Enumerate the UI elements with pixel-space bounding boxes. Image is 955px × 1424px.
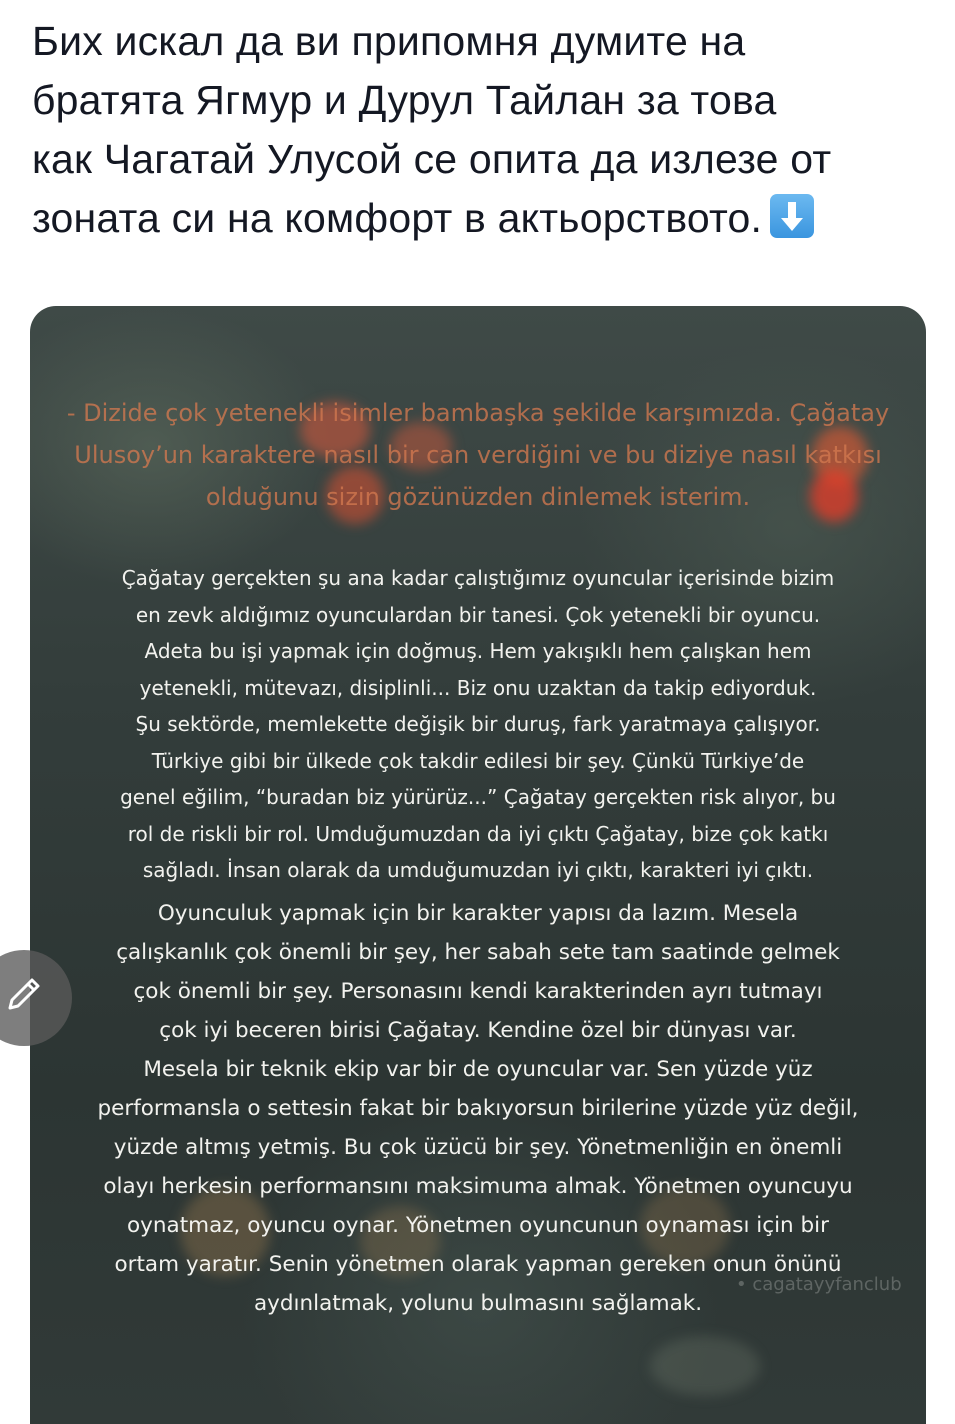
question-line: Ulusoy’un karaktere nasıl bir can verdiğini ve bu diziye nasıl katkısı [74,441,882,469]
answer-line: olayı herkesin performansını maksimuma almak. Yönetmen oyuncuyu [103,1174,853,1199]
answer-line: genel eğilim, “buradan biz yürürüz...” Çağatay gerçekten risk alıyor, bu [120,785,836,809]
tweet-line [32,189,932,248]
answer-line: aydınlatmak, yolunu bulmasını sağlamak. [253,1291,703,1316]
answer-line: performansla o settesin fakat bir bakıyorsun birilerine yüzde yüz değil, [97,1096,859,1121]
answer-line: Türkiye gibi bir ülkede çok takdir edilesi bir şey. Çünkü Türkiye’de [151,748,805,773]
answer-line: çalışkanlık çok önemli bir şey, her sabah sete tam saatinde gelmek [116,940,840,965]
tweet-line: братята Ягмур и Дурул Тайлан за това [32,77,777,123]
question-line: - Dizide çok yetenekli isimler bambaşka şekilde karşımızda. Çağatay [66,399,890,427]
tweet-line: Бих искал да ви припомня думите на [32,18,746,64]
bokeh-light [650,1336,760,1396]
answer-line: Oyunculuk yapmak için bir karakter yapısı da lazım. Mesela [157,901,799,926]
down-arrow-emoji-icon [770,194,814,238]
answer-line: Çağatay gerçekten şu ana kadar çalıştığımız oyuncular içerisinde bizim [121,566,835,590]
answer-line: ortam yaratır. Senin yönetmen olarak yapman gereken onun önünü [114,1252,842,1277]
answer-line: rol de riskli bir rol. Umduğumuzdan da iyi çıktı Çağatay, bize çok katkı [127,821,829,846]
tweet-line: как Чагатай Улусой се опита да излезе от [32,136,832,182]
answer-line: en zevk aldığımız oyunculardan bir tanesi. Çok yetenekli bir oyuncu. [135,602,821,627]
interview-answer-part-2 [30,894,926,1323]
answer-line: yetenekli, mütevazı, disiplinli... Biz onu uzaktan da takip ediyorduk. [139,675,817,700]
tweet-media-image[interactable] [30,306,926,1424]
pencil-icon [2,972,46,1016]
interview-answer-part-1 [30,560,926,889]
question-line: olduğunu sizin gözünüzden dinlemek isterim. [205,483,751,511]
tweet-text [32,12,932,248]
answer-line: yüzde altmış yetmiş. Bu çok üzücü bir şey. Yönetmenliğin en önemli [113,1135,843,1160]
answer-line: sağladı. İnsan olarak da umduğumuzdan iyi çıktı, karakteri iyi çıktı. [142,858,814,882]
answer-line: Mesela bir teknik ekip var bir de oyuncular var. Sen yüzde yüz [143,1057,813,1082]
watermark: • cagatayyfanclub [736,1274,902,1295]
tweet-line-text: зоната си на комфорт в актьорството. [32,195,763,241]
answer-line: çok iyi beceren birisi Çağatay. Kendine özel bir dünyası var. [159,1018,797,1043]
answer-line: çok önemli bir şey. Personasını kendi karakterinden ayrı tutmayı [133,979,823,1004]
answer-line: Şu sektörde, memlekette değişik bir duruş, fark yaratmaya çalışıyor. [135,712,821,736]
answer-line: Adeta bu işi yapmak için doğmuş. Hem yakışıklı hem çalışkan hem [144,639,812,663]
answer-line: oynatmaz, oyuncu oynar. Yönetmen oyuncunun oynaması için bir [127,1213,829,1238]
interview-question [40,392,916,518]
